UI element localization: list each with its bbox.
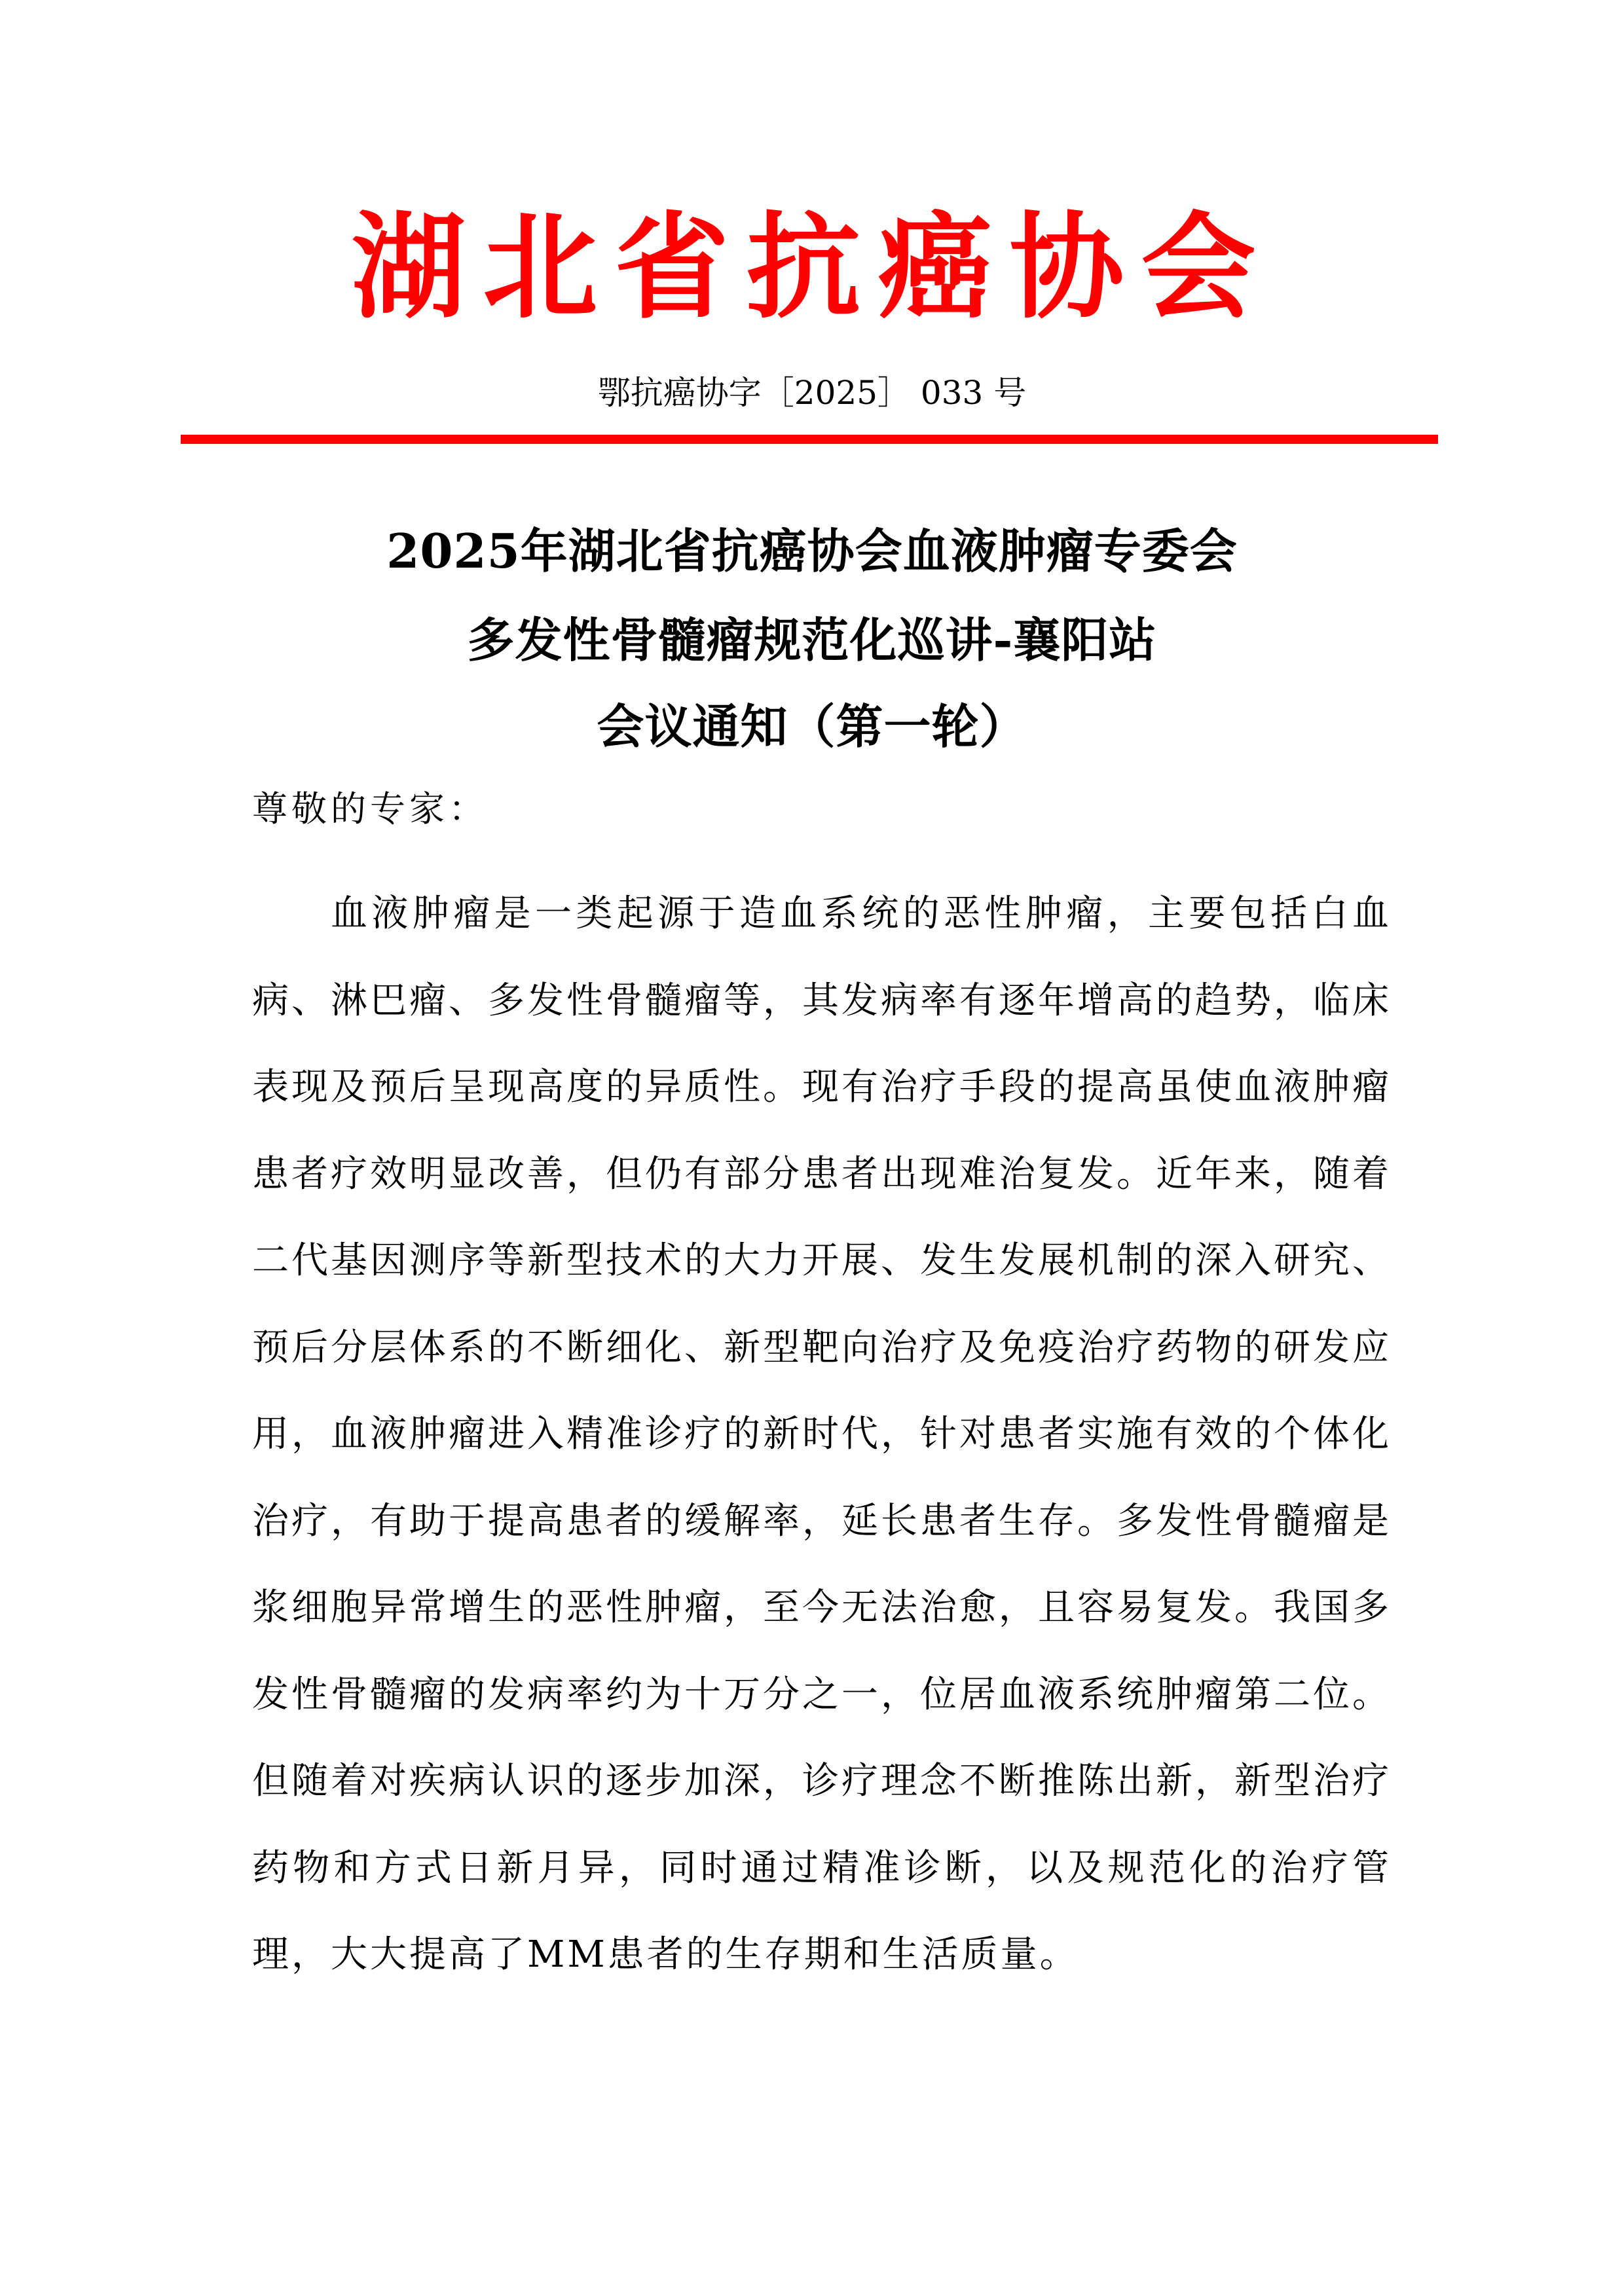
- salutation: 尊敬的专家：: [252, 788, 488, 829]
- document-number: 鄂抗癌协字［2025］ 033 号: [597, 374, 1027, 412]
- title-line-2: 多发性骨髓瘤规范化巡讲-襄阳站: [467, 612, 1157, 668]
- organization-masthead: 湖北省抗癌协会: [351, 202, 1273, 335]
- title-line-1: 2025年湖北省抗癌协会血液肿瘤专委会: [386, 523, 1238, 579]
- title-line-3: 会议通知（第一轮）: [597, 699, 1027, 754]
- red-divider-line: [181, 435, 1438, 444]
- body-paragraph: 血液肿瘤是一类起源于造血系统的恶性肿瘤，主要包括白血病、淋巴瘤、多发性骨髓瘤等，其发病率有逐年增高的趋势，临床表现及预后呈现高度的异质性。现有治疗手段的提高虽使血液肿瘤患者疗效明显改善，但仍有部分患者出现难治复发。近年来，随着二代基因测序等新型技术的大力开展、发生发展机制的深入研究、预后分层体系的不断细化、新型靶向治疗及免疫治疗药物的研发应用，血液肿瘤进入精准诊疗的新时代，针对患者实施有效的个体化治疗，有助于提高患者的缓解率，延长患者生存。多发性骨髓瘤是浆细胞异常增生的恶性肿瘤，至今无法治愈，且容易复发。我国多发性骨髓瘤的发病率约为十万分之一，位居血液系统肿瘤第二位。但随着对疾病认识的逐步加深，诊疗理念不断推陈出新，新型治疗药物和方式日新月异，同时通过精准诊断，以及规范化的治疗管理，大大提高了MM患者的生存期和生活质量。: [252, 892, 1392, 1976]
